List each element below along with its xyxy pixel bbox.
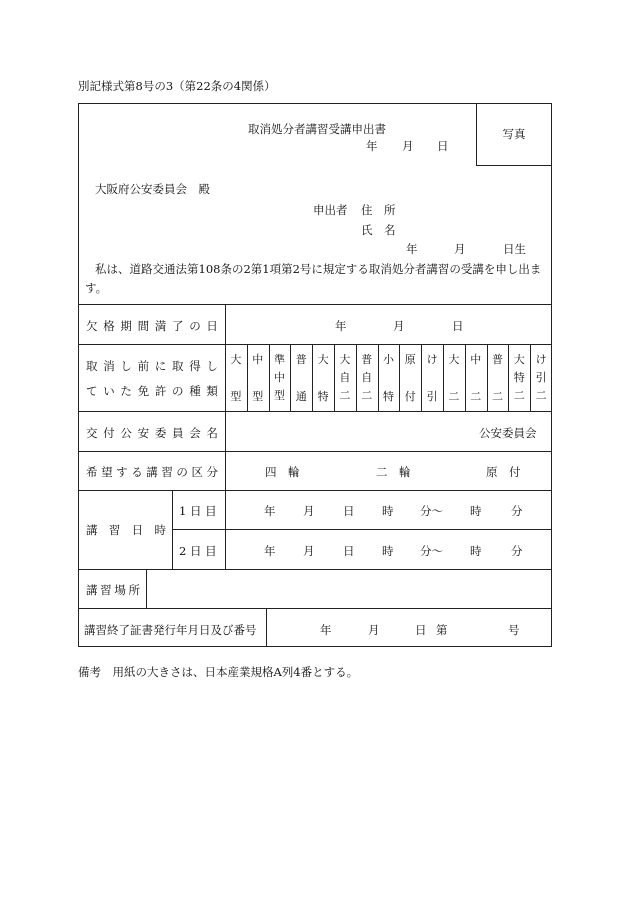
license-kind-char: 普 xyxy=(295,353,307,366)
course-option-four-wheel: 四 輪 xyxy=(265,465,300,479)
name-label: 氏 名 xyxy=(361,223,396,237)
rule-5 xyxy=(78,490,552,491)
rule-8 xyxy=(78,608,552,609)
certificate-label-divider xyxy=(266,608,267,647)
form-title: 取消処分者講習受講申出書 xyxy=(248,122,386,136)
certificate-month: 月 xyxy=(368,623,380,637)
photo-box-left-border xyxy=(476,103,477,165)
statement-line-1: 私は、道路交通法第108条の2第1項第2号に規定する取消処分者講習の受講を申し出ま xyxy=(95,262,542,276)
license-kind-char: 型 xyxy=(230,390,242,403)
license-kinds-label-line-2: て い た 免 許 の 種 類 xyxy=(86,384,218,398)
rule-6 xyxy=(172,529,552,530)
course-dates-label: 講 習 日 時 xyxy=(86,523,166,537)
license-kind-char: 中 xyxy=(273,371,285,384)
certificate-number-suffix: 号 xyxy=(508,623,520,637)
license-kind-char: 二 xyxy=(491,390,503,403)
birth-month: 月 xyxy=(454,242,466,256)
commission-suffix: 公安委員会 xyxy=(479,426,537,440)
day-2-start-hour: 時 xyxy=(382,544,394,558)
day-2-end-hour: 時 xyxy=(470,544,482,558)
day-1-month: 月 xyxy=(303,504,315,518)
rule-3 xyxy=(78,411,552,412)
addressee: 大阪府公安委員会 殿 xyxy=(95,182,210,196)
day-label-divider xyxy=(225,490,226,569)
rule-1 xyxy=(78,304,552,305)
day-2-start-minute: 分～ xyxy=(420,544,443,558)
day-2-end-minute: 分 xyxy=(511,544,523,558)
license-kind-char: 二 xyxy=(361,389,373,402)
license-kind-char: 大 xyxy=(448,353,460,366)
disqualification-month: 月 xyxy=(393,319,405,333)
day-2-month: 月 xyxy=(303,544,315,558)
license-kind-char: 自 xyxy=(339,371,351,384)
photo-box-bottom-border xyxy=(476,165,552,166)
license-kind-char: 二 xyxy=(513,389,525,402)
license-kinds-label-line-1: 取 消 し 前 に 取 得 し xyxy=(86,359,218,373)
course-option-moped: 原 付 xyxy=(486,465,521,479)
day-2-day: 日 xyxy=(343,544,355,558)
venue-label-divider xyxy=(146,569,147,608)
day-1-label: 1 日 目 xyxy=(179,504,217,518)
course-option-two-wheel: 二 輪 xyxy=(376,465,411,479)
license-kind-char: 付 xyxy=(404,390,416,403)
venue-label: 講 習 場 所 xyxy=(86,583,140,597)
license-kind-char: 特 xyxy=(317,390,329,403)
day-1-end-hour: 時 xyxy=(470,504,482,518)
statement-line-2: す。 xyxy=(85,281,108,295)
address-label: 住 所 xyxy=(361,203,396,217)
day-1-day: 日 xyxy=(343,504,355,518)
license-kind-char: 中 xyxy=(252,353,264,366)
day-2-year: 年 xyxy=(264,544,276,558)
rule-2 xyxy=(78,344,552,345)
day-1-start-minute: 分～ xyxy=(420,504,443,518)
license-kind-char: 二 xyxy=(535,389,547,402)
license-kind-char: 型 xyxy=(273,389,285,402)
license-kind-char: 普 xyxy=(361,353,373,366)
birth-year: 年 xyxy=(406,242,418,256)
dates-label-divider xyxy=(172,490,173,569)
remarks-note: 備考 用紙の大きさは、日本産業規格A列4番とする。 xyxy=(78,665,359,679)
applicant-label: 申出者 xyxy=(313,203,348,217)
certificate-number-prefix: 第 xyxy=(436,623,448,637)
license-kind-char: 原 xyxy=(404,353,416,366)
day-1-start-hour: 時 xyxy=(382,504,394,518)
license-kind-char: 二 xyxy=(448,390,460,403)
license-kind-char: 引 xyxy=(426,390,438,403)
license-kind-char: け xyxy=(535,353,547,366)
rule-7 xyxy=(78,569,552,570)
day-2-label: 2 日 目 xyxy=(179,544,217,558)
license-kind-char: 型 xyxy=(252,390,264,403)
photo-label: 写真 xyxy=(502,127,526,141)
license-kind-char: 中 xyxy=(470,353,482,366)
license-kind-char: 大 xyxy=(230,353,242,366)
day-1-year: 年 xyxy=(264,504,276,518)
issuing-commission-label: 交 付 公 安 委 員 会 名 xyxy=(86,426,218,440)
license-kind-char: 特 xyxy=(382,390,394,403)
submit-date-month: 月 xyxy=(402,139,414,153)
submit-date-day: 日 xyxy=(437,139,449,153)
desired-course-label: 希 望 す る 講 習 の 区 分 xyxy=(86,465,218,479)
license-kind-char: 大 xyxy=(513,353,525,366)
license-kind-char: 二 xyxy=(470,390,482,403)
license-kind-char: 自 xyxy=(361,371,373,384)
license-kind-char: け xyxy=(426,353,438,366)
day-1-end-minute: 分 xyxy=(511,504,523,518)
disqualification-day: 日 xyxy=(452,319,464,333)
disqualification-end-label: 欠 格 期 間 満 了 の 日 xyxy=(86,319,218,333)
license-kind-char: 準 xyxy=(273,353,285,366)
license-kind-char: 二 xyxy=(339,389,351,402)
license-kind-char: 特 xyxy=(513,371,525,384)
form-number: 別記様式第8号の3（第22条の4関係） xyxy=(78,79,276,93)
rule-4 xyxy=(78,451,552,452)
birth-day: 日生 xyxy=(503,242,526,256)
certificate-label: 講習終了証書発行年月日及び番号 xyxy=(84,623,257,637)
disqualification-year: 年 xyxy=(335,319,347,333)
license-kind-char: 引 xyxy=(535,371,547,384)
license-kind-char: 通 xyxy=(295,390,307,403)
certificate-day: 日 xyxy=(415,623,427,637)
license-kind-char: 小 xyxy=(382,353,394,366)
license-kind-char: 大 xyxy=(317,353,329,366)
submit-date-year: 年 xyxy=(366,139,378,153)
certificate-year: 年 xyxy=(320,623,332,637)
license-kind-char: 普 xyxy=(491,353,503,366)
license-kind-char: 大 xyxy=(339,353,351,366)
